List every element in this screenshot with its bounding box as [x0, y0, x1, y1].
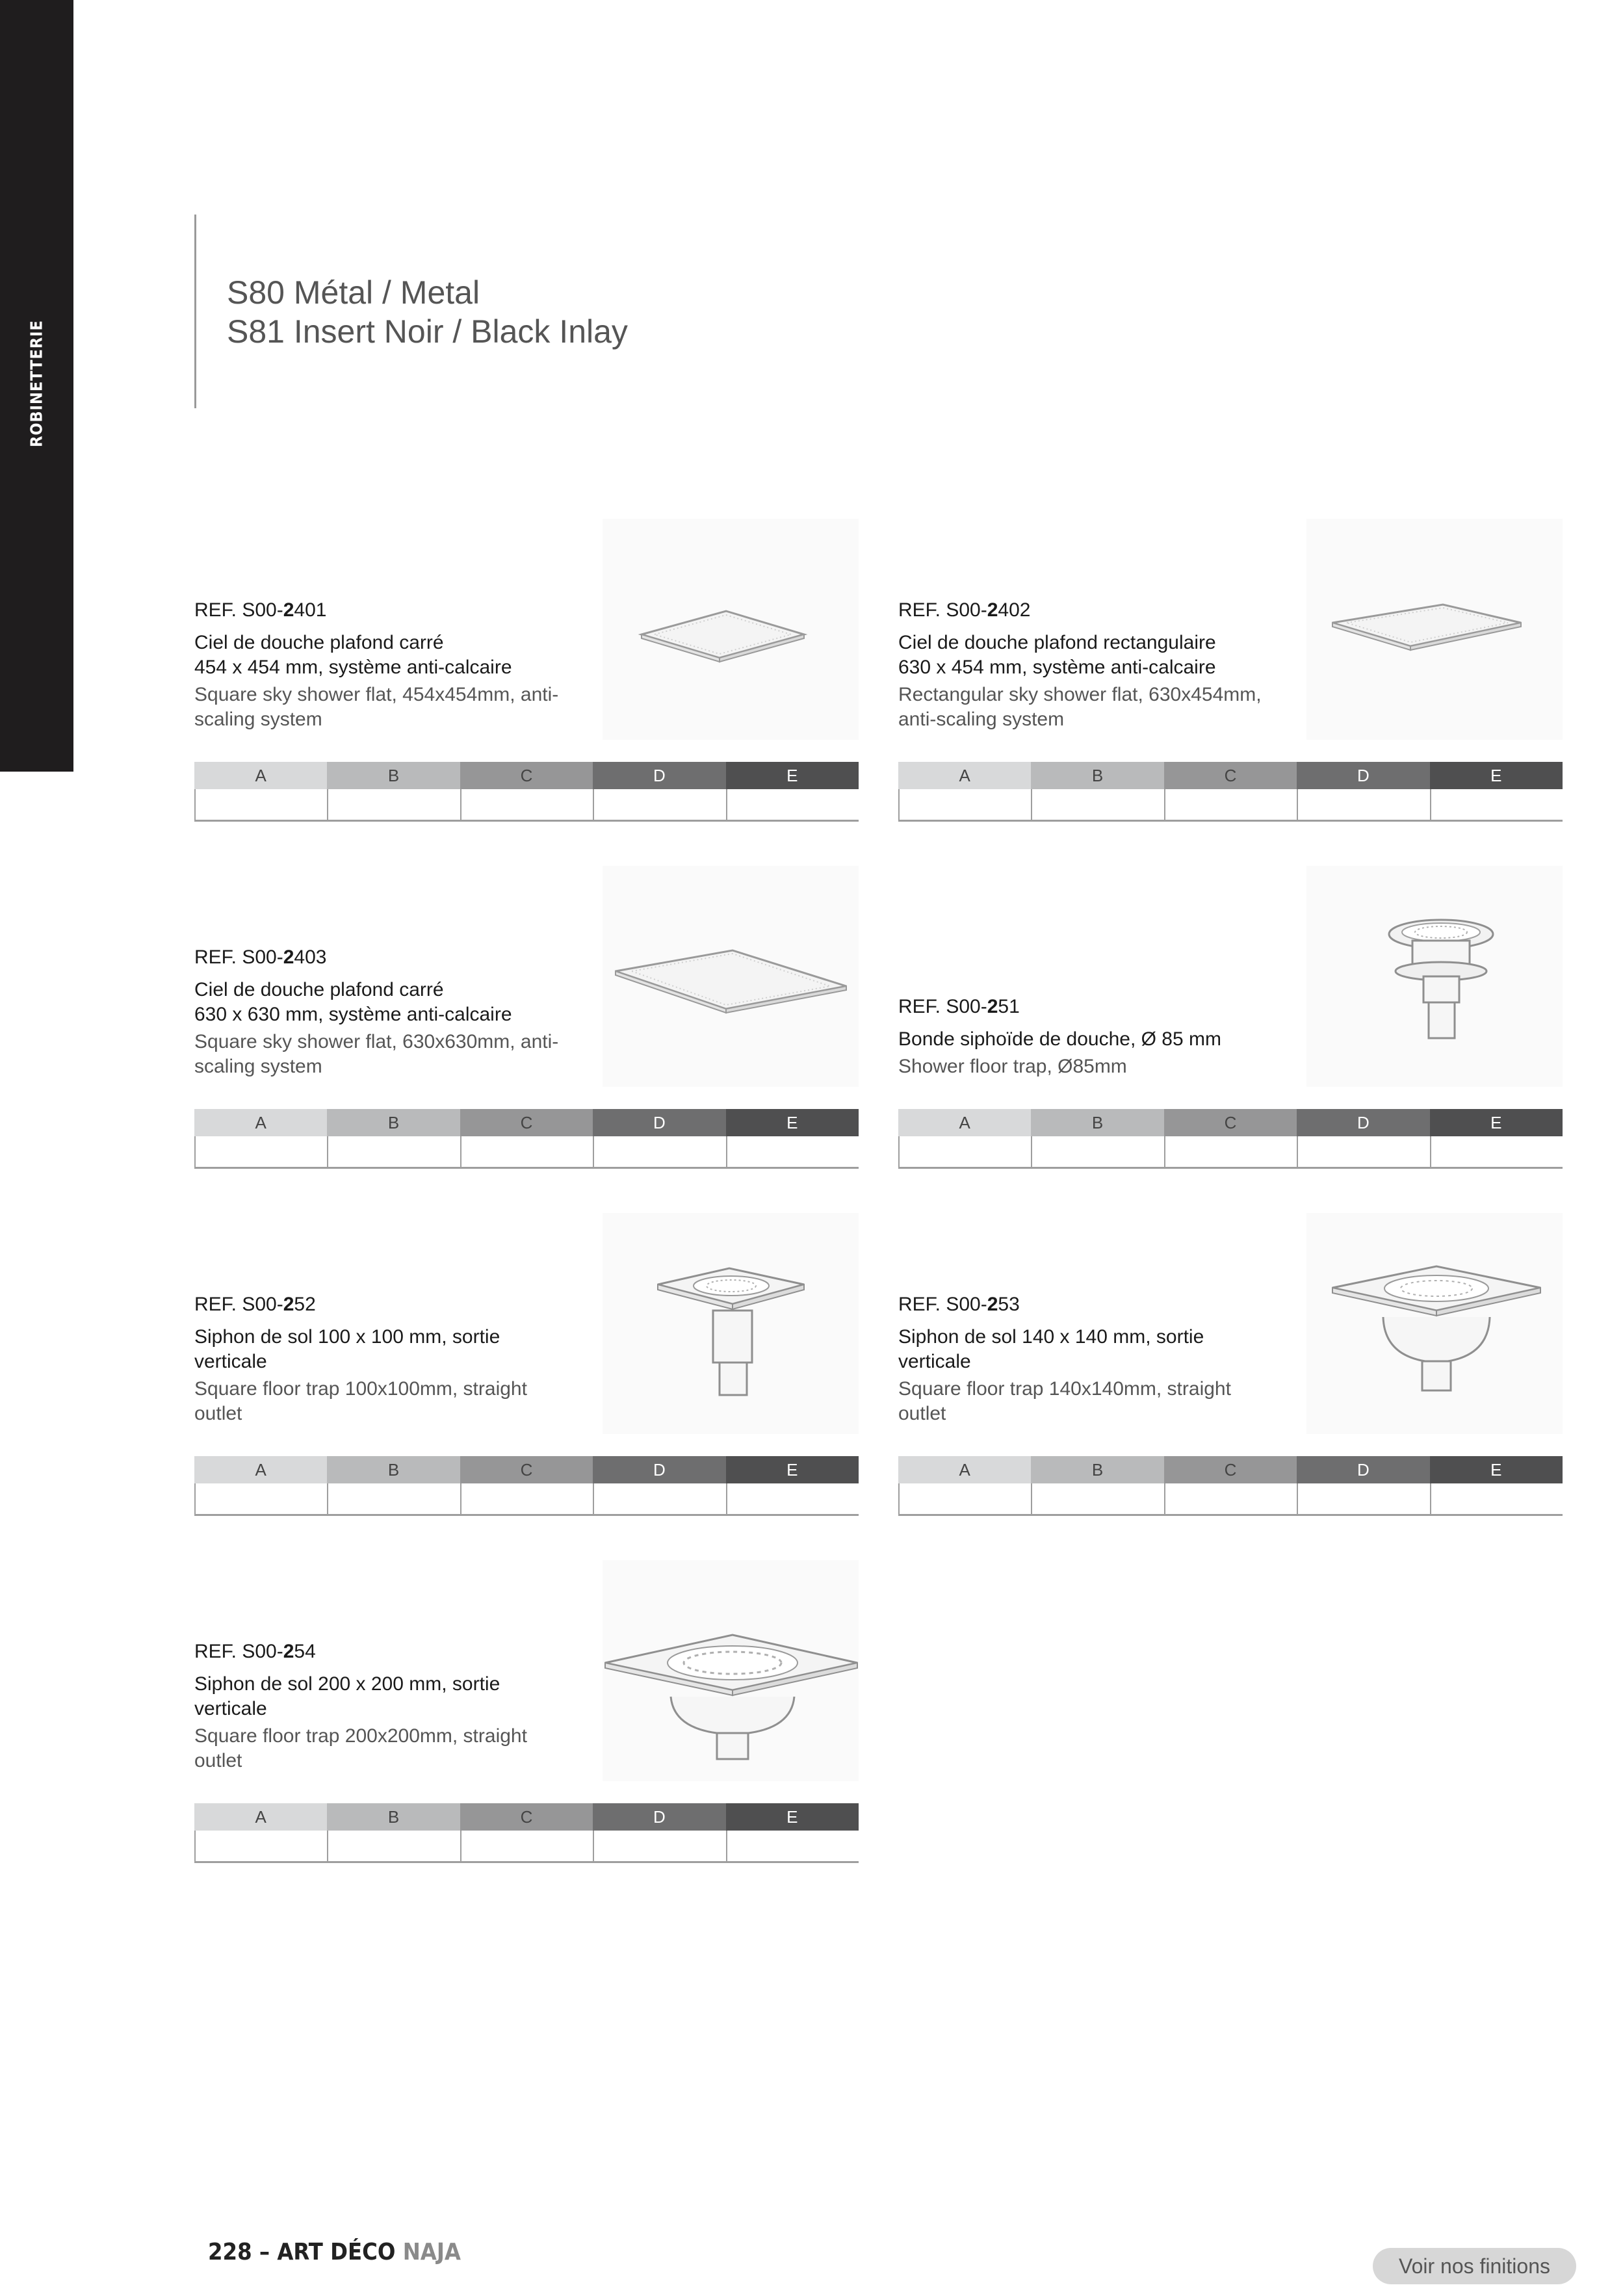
finish-cell-d	[1297, 1483, 1429, 1515]
product-card	[898, 866, 1563, 1169]
finish-header-c: C	[460, 1109, 593, 1136]
finish-cell-e	[726, 1483, 859, 1515]
finish-cell-d	[593, 1136, 725, 1168]
product-desc-fr: Siphon de sol 100 x 100 mm, sortie verticale	[194, 1326, 500, 1372]
finish-header-b: B	[327, 1456, 460, 1483]
finish-cell-d	[1297, 1136, 1429, 1168]
finish-cell-e	[726, 1136, 859, 1168]
product-card	[898, 1213, 1563, 1516]
product-ref: REF. S00-2402	[898, 599, 1031, 621]
finish-header-d: D	[1297, 762, 1429, 789]
finish-table-bottom-rule	[194, 1514, 859, 1516]
finish-cell-b	[1031, 1136, 1163, 1168]
large-square-floor-trap-icon	[603, 1560, 859, 1781]
finish-cell-a	[898, 789, 1031, 820]
finish-header-e: E	[1430, 1109, 1563, 1136]
finish-header-b: B	[327, 762, 460, 789]
finish-cell-b	[327, 789, 460, 820]
page-title	[227, 273, 628, 351]
finish-cell-b	[1031, 1483, 1163, 1515]
round-floor-trap-icon	[1306, 866, 1563, 1087]
finish-cell-b	[327, 1136, 460, 1168]
product-photo	[603, 866, 859, 1087]
finish-cell-e	[1430, 1483, 1563, 1515]
finish-header-e: E	[1430, 1456, 1563, 1483]
finish-cell-b	[327, 1483, 460, 1515]
finish-header-a: A	[194, 1456, 327, 1483]
finish-cell-a	[194, 1483, 327, 1515]
finish-table	[194, 762, 859, 822]
finish-cell-a	[194, 789, 327, 820]
finish-cell-e	[726, 789, 859, 820]
finish-cell-a	[898, 1136, 1031, 1168]
product-photo	[1306, 866, 1563, 1087]
finish-header-e: E	[726, 1109, 859, 1136]
finish-header-b: B	[327, 1803, 460, 1831]
product-photo	[1306, 1213, 1563, 1434]
finish-table-bottom-rule	[194, 1167, 859, 1169]
finish-header-b: B	[327, 1109, 460, 1136]
finish-cell-d	[1297, 789, 1429, 820]
finish-header-d: D	[593, 1803, 725, 1831]
header-rule	[194, 215, 196, 408]
finish-header-e: E	[726, 762, 859, 789]
finish-table	[194, 1803, 859, 1863]
finish-table-bottom-rule	[194, 1861, 859, 1863]
finish-cell-a	[194, 1831, 327, 1862]
finish-header-e: E	[1430, 762, 1563, 789]
finish-cell-c	[460, 1136, 593, 1168]
finish-cell-d	[593, 1483, 725, 1515]
finish-header-c: C	[1164, 1109, 1297, 1136]
finish-header-d: D	[593, 1456, 725, 1483]
product-ref: REF. S00-2401	[194, 599, 327, 621]
finish-cell-c	[1164, 789, 1297, 820]
product-desc-fr: Ciel de douche plafond carré 630 x 630 mm, système anti-calcaire	[194, 979, 512, 1025]
product-photo	[603, 519, 859, 740]
product-photo	[603, 1213, 859, 1434]
product-desc-en: Shower floor trap, Ø85mm	[898, 1056, 1127, 1077]
product-text	[194, 598, 584, 732]
product-desc-en: Square sky shower flat, 630x630mm, anti- scaling system	[194, 1031, 559, 1077]
product-text	[194, 945, 584, 1079]
page-title-line1: S80 Métal / Metal	[227, 274, 480, 311]
product-card	[194, 1213, 859, 1516]
page-footer-label: 228 – ART DÉCO NAJA	[208, 2239, 461, 2265]
product-text	[898, 598, 1288, 732]
finish-header-d: D	[593, 762, 725, 789]
finish-table-bottom-rule	[898, 1514, 1563, 1516]
product-desc-en: Square floor trap 140x140mm, straight outlet	[898, 1378, 1231, 1424]
product-ref: REF. S00-252	[194, 1294, 316, 1315]
product-text	[898, 1292, 1288, 1426]
finish-header-b: B	[1031, 1109, 1163, 1136]
finish-table	[194, 1456, 859, 1516]
finish-cell-b	[327, 1831, 460, 1862]
finish-cell-b	[1031, 789, 1163, 820]
product-text	[898, 995, 1288, 1079]
product-desc-fr: Ciel de douche plafond rectangulaire 630 x 454 mm, système anti-calcaire	[898, 632, 1216, 678]
finish-header-d: D	[593, 1109, 725, 1136]
finish-cell-a	[898, 1483, 1031, 1515]
product-desc-en: Square sky shower flat, 454x454mm, anti- scaling system	[194, 684, 559, 730]
finish-header-a: A	[898, 1109, 1031, 1136]
product-card	[898, 519, 1563, 822]
product-desc-fr: Siphon de sol 140 x 140 mm, sortie verticale	[898, 1326, 1204, 1372]
product-desc-fr: Siphon de sol 200 x 200 mm, sortie verticale	[194, 1673, 500, 1719]
finish-header-a: A	[898, 762, 1031, 789]
finish-cell-c	[1164, 1136, 1297, 1168]
finish-header-c: C	[460, 1803, 593, 1831]
finish-header-a: A	[194, 762, 327, 789]
finish-table	[898, 762, 1563, 822]
finish-table	[898, 1456, 1563, 1516]
finish-cell-e	[1430, 789, 1563, 820]
product-desc-en: Rectangular sky shower flat, 630x454mm, anti-scaling system	[898, 684, 1262, 730]
finish-cell-e	[1430, 1136, 1563, 1168]
finish-cell-c	[460, 789, 593, 820]
product-photo	[1306, 519, 1563, 740]
product-text	[194, 1639, 584, 1773]
finish-cell-c	[1164, 1483, 1297, 1515]
finish-header-a: A	[194, 1803, 327, 1831]
product-ref: REF. S00-251	[898, 996, 1020, 1017]
finish-table-bottom-rule	[898, 820, 1563, 822]
rectangular-shower-head-icon	[1306, 519, 1563, 740]
product-card	[194, 1560, 859, 1863]
product-desc-en: Square floor trap 200x200mm, straight outlet	[194, 1725, 527, 1771]
finish-cell-c	[460, 1831, 593, 1862]
finish-cell-d	[593, 789, 725, 820]
product-desc-fr: Bonde siphoïde de douche, Ø 85 mm	[898, 1028, 1221, 1050]
finish-header-b: B	[1031, 762, 1163, 789]
finish-header-c: C	[1164, 762, 1297, 789]
finish-cell-d	[593, 1831, 725, 1862]
large-square-shower-head-icon	[603, 866, 859, 1087]
finish-cell-a	[194, 1136, 327, 1168]
view-finishes-button[interactable]: Voir nos finitions	[1373, 2248, 1576, 2284]
product-ref: REF. S00-2403	[194, 946, 327, 968]
finish-table	[898, 1109, 1563, 1169]
product-text	[194, 1292, 584, 1426]
product-card	[194, 519, 859, 822]
side-tab	[0, 0, 73, 772]
side-tab-label: ROBINETTERIE	[27, 320, 46, 447]
square-shower-head-icon	[603, 519, 859, 740]
finish-cell-e	[726, 1831, 859, 1862]
page-title-line2: S81 Insert Noir / Black Inlay	[227, 313, 628, 350]
finish-header-d: D	[1297, 1456, 1429, 1483]
finish-header-e: E	[726, 1456, 859, 1483]
finish-header-c: C	[460, 1456, 593, 1483]
finish-header-a: A	[898, 1456, 1031, 1483]
product-desc-fr: Ciel de douche plafond carré 454 x 454 mm, système anti-calcaire	[194, 632, 512, 678]
product-ref: REF. S00-254	[194, 1641, 316, 1662]
product-ref: REF. S00-253	[898, 1294, 1020, 1315]
finish-table-bottom-rule	[898, 1167, 1563, 1169]
brand-name: NAJA	[402, 2239, 461, 2265]
small-square-floor-trap-icon	[603, 1213, 859, 1434]
product-photo	[603, 1560, 859, 1781]
finish-header-d: D	[1297, 1109, 1429, 1136]
finish-header-c: C	[460, 762, 593, 789]
finish-cell-c	[460, 1483, 593, 1515]
product-card	[194, 866, 859, 1169]
finish-header-a: A	[194, 1109, 327, 1136]
finish-header-e: E	[726, 1803, 859, 1831]
medium-square-floor-trap-icon	[1306, 1213, 1563, 1434]
finish-header-c: C	[1164, 1456, 1297, 1483]
finish-header-b: B	[1031, 1456, 1163, 1483]
finish-table-bottom-rule	[194, 820, 859, 822]
product-desc-en: Square floor trap 100x100mm, straight outlet	[194, 1378, 527, 1424]
finish-table	[194, 1109, 859, 1169]
